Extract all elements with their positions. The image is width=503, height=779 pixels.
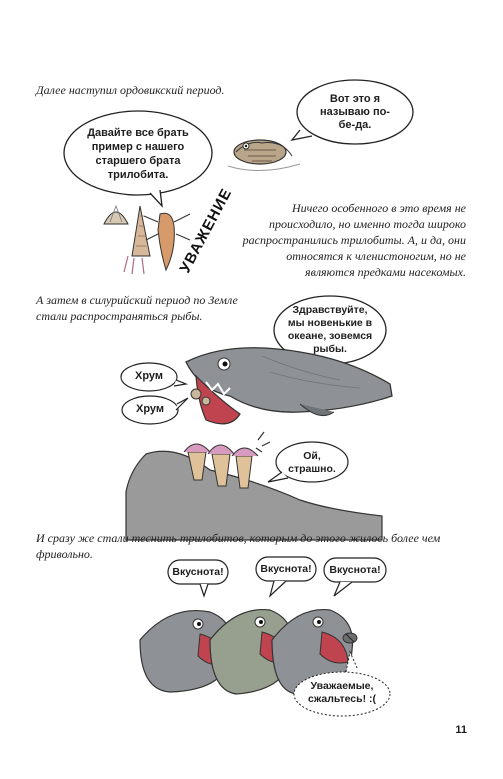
bubble-text-crunch-1: Хрум [134,370,164,382]
bubble-text-trilobite: Вот это я называю по-бе-да. [320,93,390,131]
ordovician-creatures-drawing [104,185,235,275]
silurian-fish-drawing [186,348,392,424]
caption-ordovician: Далее наступил ордовикский период. [36,83,225,97]
bubble-text-brothers: Давайте все брать пример с нашего старшего брата трилобита. [87,127,189,181]
bubble-text-tasty-3: Вкуснота! [329,564,381,576]
fleeing-trilobite-drawing [343,633,357,643]
trilobite-drawing [228,140,300,171]
bubble-text-tasty-2: Вкуснота! [260,563,312,575]
caption-pushing: И сразу же стали теснить трилобитов, которым до этого жилось более чем фривольно. [36,531,441,561]
caption-silurian: А затем в силурийский период по Земле стали распространяться рыбы. [36,293,238,323]
bubble-text-fish-hello: Здравствуйте, мы новенькие в океане, зовемся рыбы. [287,304,373,355]
bubble-text-tasty-1: Вкуснота! [172,566,224,578]
caption-nothing-special: Ничего особенного в это время не происходило, но именно тогда широко распространились трилобиты. А, и да, они относятся к членистоногим, но не являются предками насекомых. [242,201,466,279]
page-number: 11 [455,724,467,736]
bubble-text-scary: Ой, страшно. [288,450,336,475]
bubble-text-mercy: Уважаемые, сжальтесь! :( [308,680,376,705]
respect-label: УВАЖЕНИЕ [176,185,236,276]
bubble-text-crunch-2: Хрум [135,403,165,415]
tube-worms-drawing [184,432,270,488]
